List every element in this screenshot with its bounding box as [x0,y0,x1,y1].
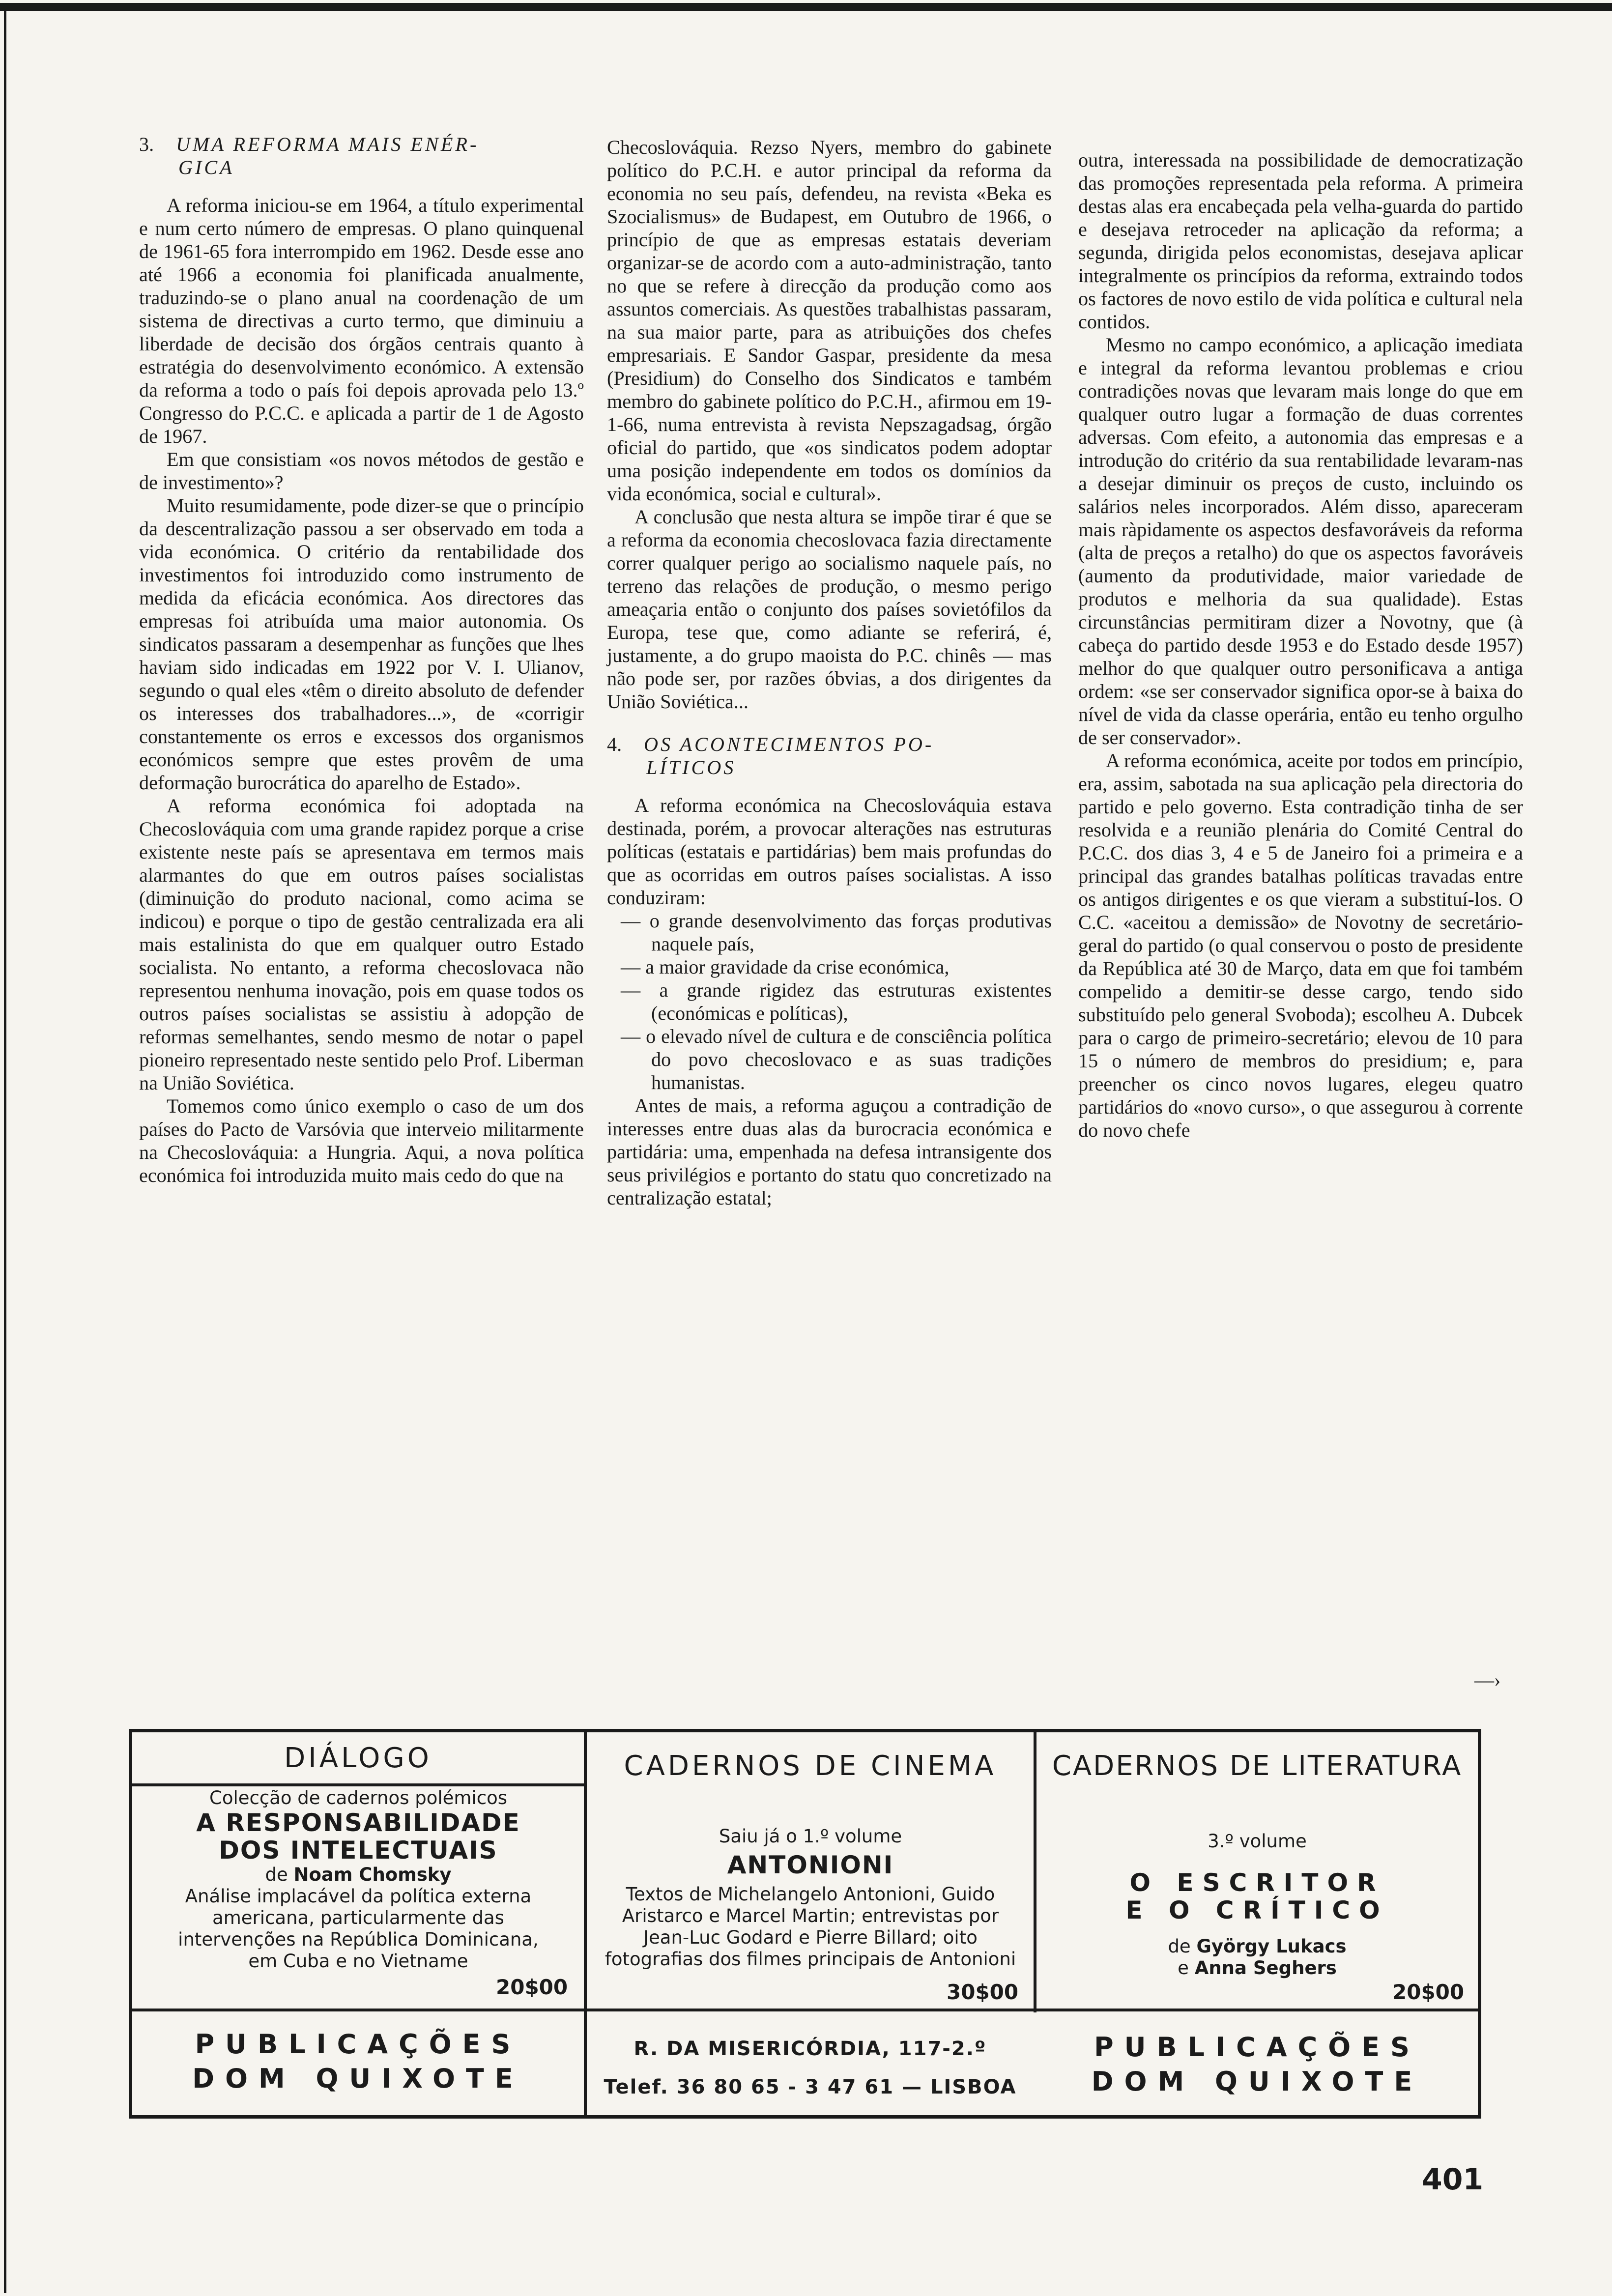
paragraph: Em que consistiam «os novos métodos de gestão e de investimento»? [139,448,584,493]
list-item: — a maior gravidade da crise económica, [607,955,1052,978]
author-joiner: e [1178,1957,1189,1979]
paragraph: A reforma iniciou-se em 1964, a título experimental e num certo número de empresas. O plano quinquenal de 1961-65 fora interrompido em 1962. Desde esse ano até 1966 a economia foi planificada anualmente, traduzindo-se o plano anual na coordenação de um sistema de directivas a curto termo, que diminuiu a liberdade de decisão dos órgãos centrais quanto à estratégia do desenvolvimento económico. A extensão da reforma a todo o país foi depois aprovada pelo 13.º Congresso do P.C.C. e aplicada a partir de 1 de Agosto de 1967. [139,194,584,447]
paragraph: Tomemos como único exemplo o caso de um dos países do Pacto de Varsóvia que interveio militarmente na Checoslováquia: a Hungria. Aqui, a nova política económica foi introduzida muito mais cedo do que na [139,1095,584,1186]
top-border-rule [0,3,1612,11]
left-border-rule [4,3,6,2293]
author: Noam Chomsky [293,1864,452,1885]
divider [132,1783,584,1786]
section-title-line: LÍTICOS [646,756,736,778]
section-number: 3. [139,133,154,155]
paragraph: A reforma económica foi adoptada na Checoslováquia com uma grande rapidez porque a crise existente neste país se apresentava em termos mais alarmantes do que em outros países socialistas (diminuição do produto nacional, como acima se indicou) e porque o tipo de gestão centralizada era ali mais estalinista do que em qualquer outro Estado socialista. No entanto, a reforma checoslovaca não representou nenhuma inovação, pois em quase todos os outros países socialistas se assistiu à adopção de reformas semelhantes, sendo mesmo de notar o papel pioneiro representado neste sentido pelo Prof. Liberman na União Soviética. [139,795,584,1094]
paragraph: A reforma económica, aceite por todos em princípio, era, assim, sabotada na sua aplicação pela directoria do partido e pelo governo. Esta contradição tinha de ser resolvida e a reunião plenária do Comité Central do P.C.C. dos dias 3, 4 e 5 de Janeiro foi a primeira e a principal das grandes batalhas políticas travadas entre os antigos dirigentes e os que vieram a substituí-los. O C.C. «aceitou a demissão» de Novotny de secretário-geral do partido (o qual conservou o posto de presidente da República até 30 de Março, data em que foi também compelido a demitir-se desse cargo, tendo sido substituído pelo general Svoboda); escolheu A. Dubcek para o cargo de primeiro-secretário; elevou de 10 para 15 o número de membros do presidium; e, para preencher os cinco novos lugares, elegeu quatro partidários do «novo curso», o que assegurou à corrente do novo chefe [1078,749,1523,1141]
author-prefix: de [265,1864,288,1885]
publisher-name: DOM QUIXOTE [192,2063,524,2094]
section-title-line: UMA REFORMA MAIS ENÉR- [176,133,479,155]
cinema-book [599,1826,1022,1970]
price: 30$00 [947,1980,1019,2004]
list-item: — a grande rigidez das estruturas existentes (económicas e políticas), [607,978,1052,1025]
section-3-heading [139,133,584,179]
publisher-name: PUBLICAÇÕES [195,2029,521,2060]
book-title: A RESPONSABILIDADE [196,1808,520,1837]
publisher-left [132,2027,584,2096]
book-title: ANTONIONI [727,1851,894,1879]
subtitle: Colecção de cadernos polémicos [209,1787,507,1808]
cinema-series [587,1750,1034,1782]
page-number: 401 [1422,2162,1484,2197]
price: 20$00 [496,1975,568,1999]
price: 20$00 [1392,1980,1465,2004]
text-column-2 [607,136,1052,1209]
description: Textos de Michelangelo Antonioni, Guido Aristarco e Marcel Martin; entrevistas por Jean-Luc Godard e Pierre Billard; oito fotografias dos filmes principais de Antonioni [604,1884,1016,1970]
dash-list [607,909,1052,1094]
author: György Lukacs [1196,1936,1347,1957]
author-prefix: de [1168,1936,1191,1957]
description: Análise implacável da política externa americana, particularmente das intervenções na República Dominicana, em Cuba e no Vietname [178,1886,539,1972]
book-title: E O CRÍTICO [1125,1896,1389,1924]
section-title-line: OS ACONTECIMENTOS PO- [644,733,934,755]
divider [132,2009,1478,2011]
author: Anna Seghers [1194,1957,1337,1979]
series-title: DIÁLOGO [284,1742,432,1774]
text-column-1 [139,133,584,1187]
phone: Telef. 36 80 65 - 3 47 61 — LISBOA [604,2076,1017,2098]
text-column-3 [1078,148,1523,1142]
publisher-right [1036,2030,1478,2099]
paragraph: Checoslováquia. Rezso Nyers, membro do gabinete político do P.C.H. e autor principal da reforma da economia no seu país, defendeu, na revista «Beka es Szocialismus» de Budapest, em Outubro de 1966, o princípio de que as empresas estatais deveriam organizar-se de acordo com a auto-administração, tanto no que se refere à direcção da produção como aos assuntos comerciais. As questões trabalhistas passaram, na sua maior parte, para as atribuições dos chefes empresariais. E Sandor Gaspar, presidente da mesa (Presidium) do Conselho dos Sindicatos e também membro do gabinete político do P.C.H., afirmou em 19-1-66, numa entrevista à revista Nepszagadsag, órgão oficial do partido, que «os sindicatos podem adoptar uma posição independente em todos os domínios da vida económica, social e cultural». [607,136,1052,505]
book-title: DOS INTELECTUAIS [219,1836,498,1865]
paragraph: Antes de mais, a reforma aguçou a contradição de interesses entre duas alas da burocracia económica e partidária: uma, empenhada na defesa intransigente dos seus privilégios e portanto do statu quo concretizado na centralização estatal; [607,1094,1052,1209]
section-title-line: GICA [178,156,234,178]
publisher-name: DOM QUIXOTE [1091,2066,1423,2097]
paragraph: Mesmo no campo económico, a aplicação imediata e integral da reforma levantou problemas e criou contradições novas que levaram mais longe do que em qualquer outro lugar a formação de duas correntes adversas. Com efeito, a autonomia das empresas e a introdução do critério da sua rentabilidade levaram-nas a desejar diminuir os preços de custo, incluindo os salários neles incorporados. Além disso, apareceram mais ràpidamente os aspectos desfavoráveis da reforma (alta de preços a retalho) do que os aspectos favoráveis (aumento da produtividade, maior variedade de produtos e melhoria da sua qualidade). Estas circunstâncias permitiram dizer a Novotny, que (à cabeça do partido desde 1953 e do Estado desde 1957) melhor do que qualquer outro personificava a antiga ordem: «se ser conservador significa opor-se à baixa do nível de vida da classe operária, então eu tenho orgulho de ser conservador». [1078,334,1523,748]
literatura-book [1036,1831,1478,1979]
paragraph: A reforma económica na Checoslováquia estava destinada, porém, a provocar alterações nas estruturas políticas (estatais e partidárias) bem mais profundas do que as ocorridas em outros países socialistas. A isso conduziram: [607,794,1052,909]
series-title: CADERNOS DE LITERATURA [1052,1750,1463,1782]
section-number: 4. [607,733,622,755]
book-title: O ESCRITOR [1129,1868,1385,1897]
continuation-arrow-icon: —› [1474,1669,1501,1691]
paragraph: outra, interessada na possibilidade de democratização das promoções representada pela reforma. A primeira destas alas era encabeçada pela velha-guarda do partido e desejava retroceder na aplicação da reforma; a segunda, dirigida pelos economistas, desejava aplicar integralmente os princípios da reforma, extraindo todos os factores de novo estilo de vida política e cultural nela contidos. [1078,149,1523,333]
address: R. DA MISERICÓRDIA, 117-2.º [633,2038,987,2060]
volume: Saiu já o 1.º volume [719,1826,902,1847]
literatura-series [1036,1750,1478,1782]
publisher-address [587,2035,1034,2101]
advertisement-box [129,1729,1481,2119]
paragraph: A conclusão que nesta altura se impõe tirar é que se a reforma da economia checoslovaca fazia directamente correr qualquer perigo ao socialismo naquele país, no terreno das relações de produção, o mesmo perigo ameaçaria então o conjunto dos países sovietófilos da Europa, tese que, como adiante se referirá, é, justamente, a do grupo maoista do P.C. chinês — mas não pode ser, por razões óbvias, a dos dirigentes da União Soviética... [607,506,1052,713]
list-item: — o grande desenvolvimento das forças produtivas naquele país, [607,909,1052,955]
publisher-name: PUBLICAÇÕES [1094,2032,1420,2063]
series-title: CADERNOS DE CINEMA [624,1750,997,1782]
dialogo-book [162,1787,555,1972]
list-item: — o elevado nível de cultura e de consciência política do povo checoslovaco e as suas tradições humanistas. [607,1025,1052,1094]
section-4-heading [607,733,1052,779]
paragraph: Muito resumidamente, pode dizer-se que o princípio da descentralização passou a ser observado em toda a vida económica. O critério da rentabilidade dos investimentos foi introduzido como instrumento de medida da eficácia económica. Aos directores das empresas foi atribuída uma maior autonomia. Os sindicatos passaram a desempenhar as funções que lhes haviam sido indicadas em 1922 por V. I. Ulianov, segundo o qual eles «têm o direito absoluto de defender os interesses dos trabalhadores...», de «corrigir constantemente os erros e excessos dos organismos económicos sempre que estes provêm de uma deformação burocrática do aparelho de Estado». [139,494,584,794]
volume: 3.º volume [1208,1831,1307,1852]
dialogo-series [132,1742,584,1774]
